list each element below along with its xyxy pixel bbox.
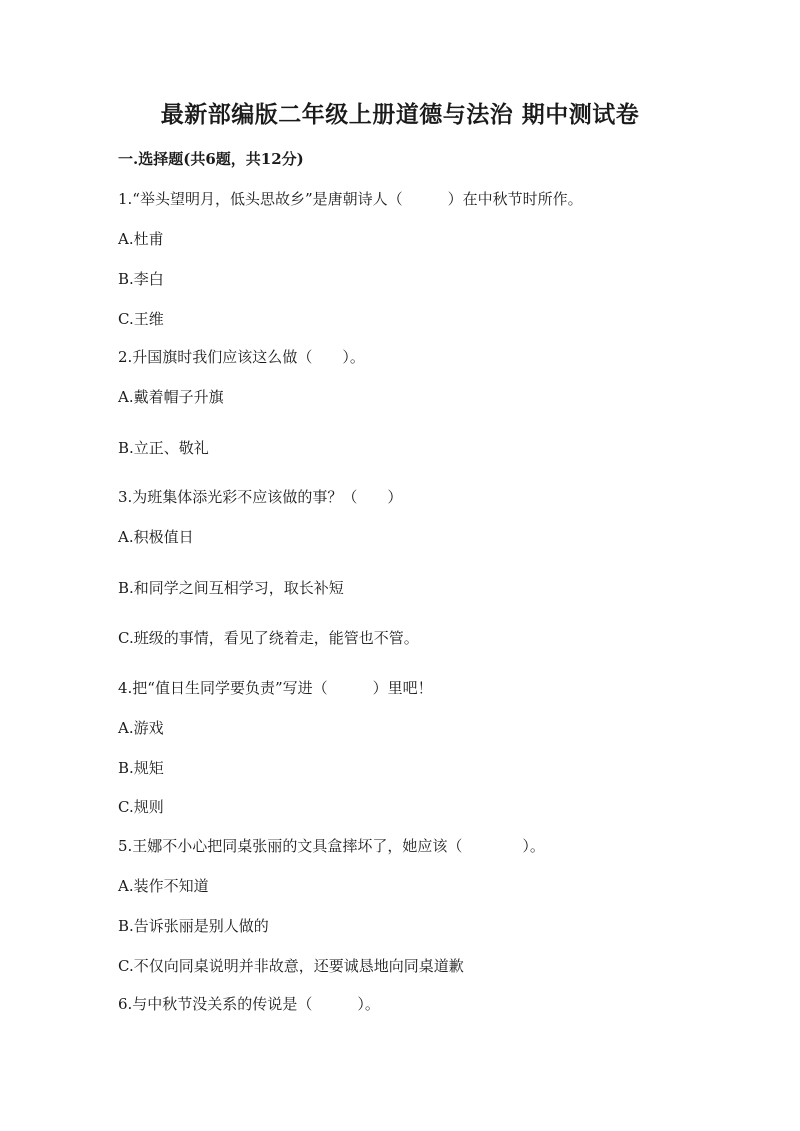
question-5-option-c: C.不仅向同桌说明并非故意，还要诚恳地向同桌道歉 [118,957,464,975]
question-1-stem: 1.“举头望明月，低头思故乡”是唐朝诗人（ ）在中秋节时所作。 [118,190,583,208]
question-2-stem: 2.升国旗时我们应该这么做（ ）。 [118,348,365,366]
question-5-option-a: A.装作不知道 [118,877,209,895]
question-4-option-c: C.规则 [118,798,164,816]
question-2-option-b: B.立正、敬礼 [118,439,209,457]
question-4-option-b: B.规矩 [118,759,164,777]
question-2-option-a: A.戴着帽子升旗 [118,388,224,406]
section-heading: 一.选择题(共6题，共12分) [118,150,304,168]
question-1-option-a: A.杜甫 [118,230,164,248]
question-1-option-b: B.李白 [118,270,164,288]
page-title: 最新部编版二年级上册道德与法治 期中测试卷 [160,101,640,128]
question-3-stem: 3.为班集体添光彩不应该做的事？（ ） [118,488,403,506]
question-4-option-a: A.游戏 [118,719,164,737]
question-5-option-b: B.告诉张丽是别人做的 [118,917,269,935]
question-5-stem: 5.王娜不小心把同桌张丽的文具盒摔坏了，她应该（ ）。 [118,837,545,855]
question-3-option-c: C.班级的事情，看见了绕着走，能管也不管。 [118,629,419,647]
question-3-option-a: A.积极值日 [118,528,194,546]
question-3-option-b: B.和同学之间互相学习，取长补短 [118,579,344,597]
question-6-stem: 6.与中秋节没关系的传说是（ ）。 [118,995,380,1013]
question-4-stem: 4.把“值日生同学要负责”写进（ ）里吧！ [118,679,433,697]
question-1-option-c: C.王维 [118,310,164,328]
